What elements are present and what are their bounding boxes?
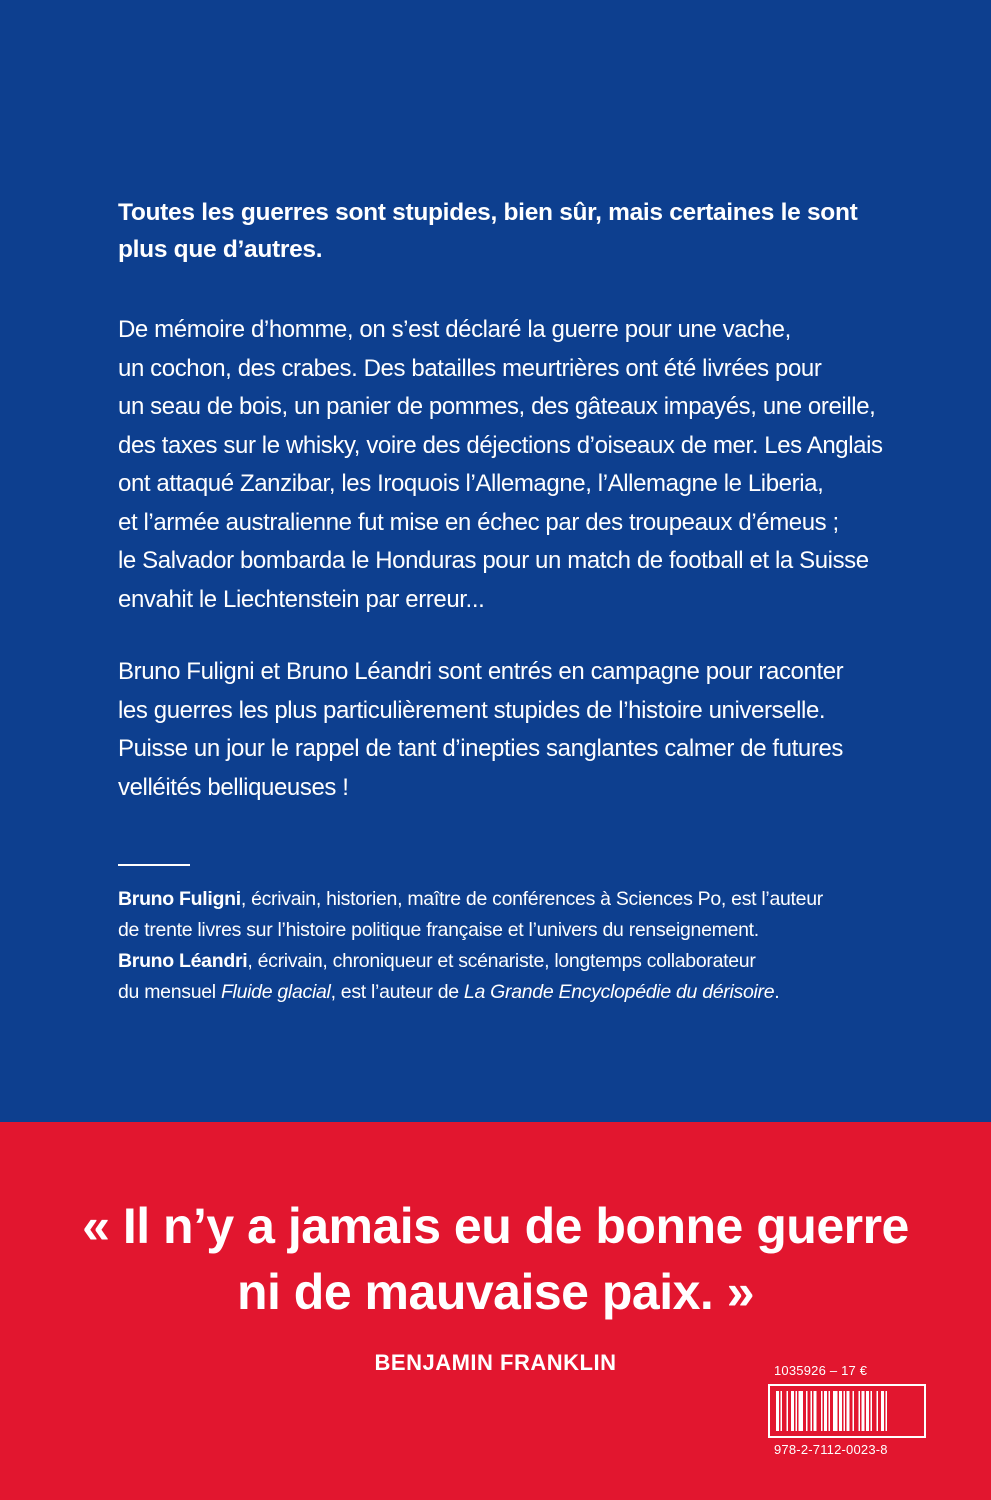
paragraph-line: velléités belliqueuses ! (118, 773, 349, 801)
divider-rule (118, 864, 190, 866)
summary-paragraph-1 (118, 311, 898, 619)
barcode-bar (877, 1391, 879, 1431)
paragraph-line: le Salvador bombarda le Honduras pour un match de football et la Suisse (118, 547, 869, 574)
paragraph-line: Puisse un jour le rappel de tant d’inepties sanglantes calmer de futures (118, 735, 843, 762)
bio-text: , écrivain, chroniqueur et scénariste, longtemps collaborateur (247, 950, 756, 972)
paragraph-line: des taxes sur le whisky, voire des déjections d’oiseaux de mer. Les Anglais (118, 431, 883, 459)
paragraph-line: Bruno Fuligni et Bruno Léandri sont entrés en campagne pour raconter (118, 658, 844, 685)
barcode-bar (871, 1391, 873, 1431)
barcode-bar (866, 1391, 869, 1431)
barcode-bar (881, 1391, 884, 1431)
paragraph-line: ont attaqué Zanzibar, les Iroquois l’Allemagne, l’Allemagne le Liberia, (118, 470, 824, 497)
author-name-fuligni: Bruno Fuligni (118, 888, 241, 910)
paragraph-line: et l’armée australienne fut mise en échec par des troupeaux d’émeus ; (118, 508, 839, 536)
barcode-bar (799, 1391, 804, 1431)
quote-attribution: BENJAMIN FRANKLIN (374, 1350, 617, 1375)
barcode-bar (781, 1391, 783, 1431)
barcode-bar (814, 1391, 817, 1431)
bio-text: . (774, 981, 780, 1003)
quote-line: ni de mauvaise paix. » (236, 1264, 755, 1320)
bio-text: , est l’auteur de (330, 981, 464, 1003)
barcode-bar (791, 1391, 794, 1431)
isbn-number: 978-2-7112-0023-8 (774, 1442, 888, 1457)
barcode-bar (839, 1391, 842, 1431)
barcode-bar (811, 1391, 813, 1431)
barcode-bar (824, 1391, 827, 1431)
barcode-bar (829, 1391, 831, 1431)
author-name-leandri: Bruno Léandri (118, 950, 248, 972)
bio-line (118, 977, 878, 1008)
paragraph-line: envahit le Liechtenstein par erreur... (118, 585, 485, 613)
barcode-bar (821, 1391, 823, 1431)
magazine-title: Fluide glacial (220, 981, 331, 1003)
barcode-bar (844, 1391, 846, 1431)
bio-line (118, 884, 878, 915)
barcode (768, 1384, 926, 1438)
barcode-bar (862, 1391, 865, 1431)
barcode-bar (833, 1391, 838, 1431)
paragraph-line: un cochon, des crabes. Des batailles meurtrières ont été livrées pour (118, 354, 822, 382)
barcode-bar (847, 1391, 850, 1431)
barcode-bar (853, 1391, 855, 1431)
barcode-bars (776, 1391, 918, 1431)
barcode-bar (806, 1391, 808, 1431)
paragraph-line: De mémoire d’homme, on s’est déclaré la guerre pour une vache, (118, 316, 791, 343)
bio-text: du mensuel (118, 981, 221, 1003)
quote-line: « Il n’y a jamais eu de bonne guerre (82, 1198, 909, 1254)
lead-line: Toutes les guerres sont stupides, bien sûr, mais certaines le sont (118, 199, 858, 226)
paragraph-line: un seau de bois, un panier de pommes, des gâteaux impayés, une oreille, (118, 393, 876, 420)
summary-paragraph-2 (118, 653, 898, 807)
author-bios (118, 884, 878, 1008)
bio-line (118, 946, 878, 977)
lead-line: plus que d’autres. (118, 236, 323, 263)
lead-text (118, 194, 898, 268)
bio-text: , écrivain, historien, maître de conférences à Sciences Po, est l’auteur (240, 888, 823, 910)
price-code: 1035926 – 17 € (774, 1363, 868, 1378)
barcode-bar (886, 1391, 888, 1431)
barcode-bar (859, 1391, 861, 1431)
bio-line: de trente livres sur l’histoire politique française et l’univers du renseignement. (118, 919, 759, 941)
barcode-bar (776, 1391, 779, 1431)
paragraph-line: les guerres les plus particulièrement stupides de l’histoire universelle. (118, 696, 826, 724)
barcode-bar (787, 1391, 789, 1431)
barcode-bar (796, 1391, 798, 1431)
book-title: La Grande Encyclopédie du dérisoire (463, 981, 775, 1003)
